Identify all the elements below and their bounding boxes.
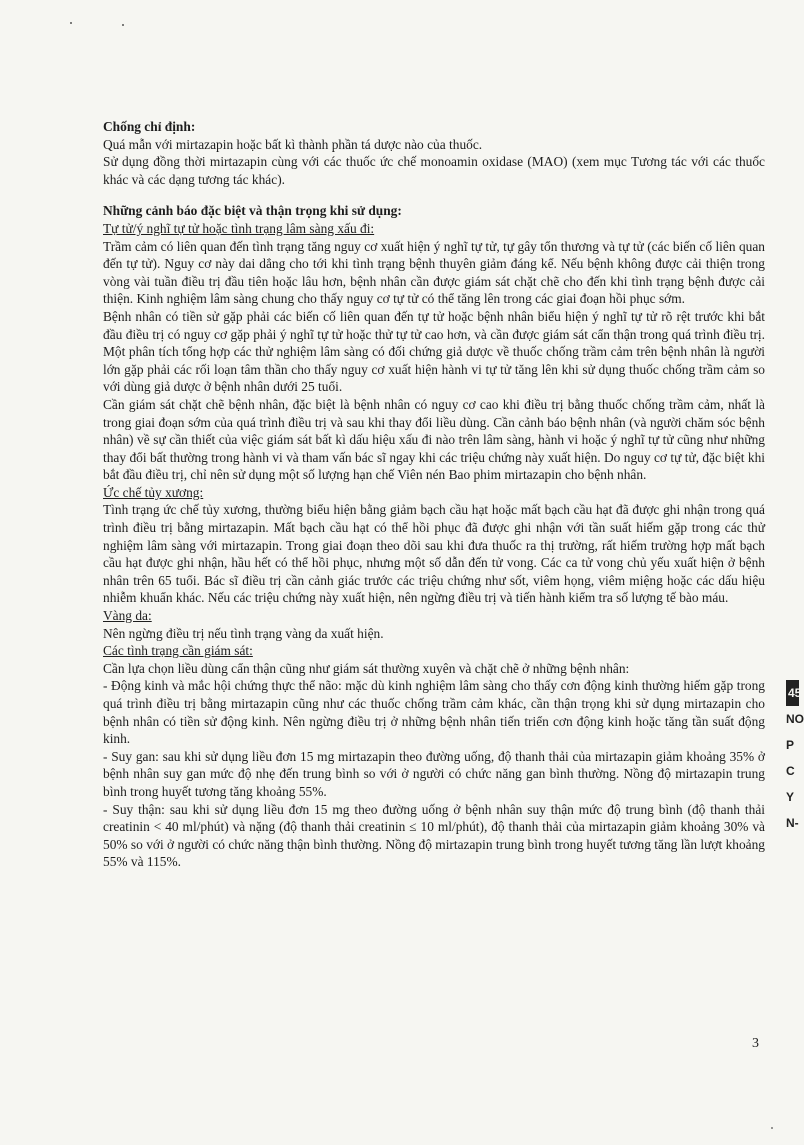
monitoring-item: - Động kinh và mắc hội chứng thực thể não: mặc dù kinh nghiệm lâm sàng cho thấy cơn động kinh thường hiếm gặp trong quá trình điều trị bằng mirtazapin cũng như các thuốc chống trầm cảm khác, cần thận trọng khi sử dụng mirtazapin cho bệnh nhân có tiền sử động kinh. Nên ngừng điều trị ở những bệnh nhân tiến triển cơn động kinh hoặc tăng tần suất động kinh. [103, 678, 765, 747]
suicide-subheading: Tự tử/ý nghĩ tự tử hoặc tình trạng lâm sàng xấu đi: [103, 220, 375, 236]
contraindication-line: Quá mẫn với mirtazapin hoặc bất kì thành phần tá dược nào của thuốc. [103, 136, 483, 152]
edge-stamp-text: N- [786, 816, 799, 830]
edge-stamp [786, 680, 804, 836]
document-page [103, 118, 765, 871]
jaundice-paragraph: Nên ngừng điều trị nếu tình trạng vàng da xuất hiện. [103, 625, 384, 641]
monitoring-item: - Suy gan: sau khi sử dụng liều đơn 15 mg mirtazapin theo đường uống, độ thanh thải của mirtazapin giảm khoảng 35% ở bệnh nhân suy gan mức độ nhẹ đến trung bình so với ở người có chức năng gan bình thường. Nồng độ mirtazapin trung bình trong huyết tương tăng khoảng 55%. [103, 748, 765, 799]
contraindications-heading: Chống chỉ định: [103, 119, 196, 134]
edge-stamp-text: C [786, 764, 795, 778]
edge-stamp-text: P [786, 738, 795, 752]
suicide-paragraph: Cần giám sát chặt chẽ bệnh nhân, đặc biệt là bệnh nhân có nguy cơ cao khi điều trị bằng thuốc chống trầm cảm, nhất là trong giai đoạn sớm của quá trình điều trị và sau khi thay đổi liều dùng. Cần cảnh báo bệnh nhân (và người chăm sóc bệnh nhân) về sự cần thiết của việc giám sát bất kì dấu hiệu xấu đi nào trên lâm sàng, hành vi hoặc ý nghĩ tự tử cũng như những thay đổi bất thường trong hành vi và tham vấn bác sĩ ngay khi các triệu chứng này xuất hiện. Do nguy cơ tự tử, đặc biệt khi bắt đầu điều trị, chỉ nên sử dụng một số lượng hạn chế Viên nén Bao phim mirtazapin cho bệnh nhân. [103, 396, 765, 483]
monitoring-subheading: Các tình trạng cần giám sát: [103, 643, 253, 659]
suicide-paragraph: Trầm cảm có liên quan đến tình trạng tăng nguy cơ xuất hiện ý nghĩ tự tử, tự gây tổn thương và tự tử (các biến cố liên quan đến tự tử). Nguy cơ này dai dẳng cho tới khi tình trạng bệnh thuyên giảm đáng kể. Nếu bệnh không được cải thiện trong vòng vài tuần điều trị đầu tiên hoặc lâu hơn, bệnh nhân cần được giám sát chặt chẽ cho đến khi tình trạng bệnh được cải thiện. Kinh nghiệm lâm sàng chung cho thấy nguy cơ tự tử có thể tăng lên trong các giai đoạn hồi phục sớm. [103, 238, 765, 307]
edge-stamp-text: Y [786, 790, 795, 804]
monitoring-intro: Cần lựa chọn liều dùng cẩn thận cũng như giám sát thường xuyên và chặt chẽ ở những bệnh nhân: [103, 660, 630, 676]
suicide-paragraph: Bệnh nhân có tiền sử gặp phải các biến cố liên quan đến tự tử hoặc bệnh nhân biểu hiện ý nghĩ tự tử rõ rệt trước khi bắt đầu điều trị có nguy cơ gặp phải ý nghĩ tự tử hoặc thử tự tử cao hơn, và cần được giám sát cẩn thận trong quá trình điều trị. Một phân tích tổng hợp các thử nghiệm lâm sàng có đối chứng giả dược về thuốc chống trầm cảm trên bệnh nhân là người lớn gặp phải các rối loạn tâm thần cho thấy nguy cơ xuất hiện hành vi tự tử tăng lên khi sử dụng thuốc chống trầm cảm so với dùng giả dược ở bệnh nhân dưới 25 tuổi. [103, 308, 765, 395]
warnings-heading: Những cảnh báo đặc biệt và thận trọng khi sử dụng: [103, 203, 402, 219]
page-number: 3 [752, 1036, 759, 1051]
edge-stamp-box: 45 [786, 680, 799, 706]
contraindication-line: Sử dụng đồng thời mirtazapin cùng với các thuốc ức chế monoamin oxidase (MAO) (xem mục Tương tác với các thuốc khác và các dạng tương tác khác). [103, 154, 765, 187]
bone-marrow-subheading: Ức chế tủy xương: [103, 484, 204, 500]
monitoring-item: - Suy thận: sau khi sử dụng liều đơn 15 mg theo đường uống ở bệnh nhân suy thận mức độ trung bình (độ thanh thải creatinin < 40 ml/phút) và nặng (độ thanh thải creatinin ≤ 10 ml/phút), độ thanh thải của mirtazapin giảm khoảng 30% và 50% so với ở người có chức năng thận bình thường. Nồng độ mirtazapin trung bình trong huyết tương tăng lần lượt khoảng 55% và 115%. [103, 801, 765, 870]
bone-marrow-paragraph: Tình trạng ức chế tủy xương, thường biểu hiện bằng giảm bạch cầu hạt hoặc mất bạch cầu hạt đã được ghi nhận trong quá trình điều trị bằng mirtazapin. Mất bạch cầu hạt có thể hồi phục đã được ghi nhận với tần suất hiếm gặp trong các thử nghiệm lâm sàng với mirtazapin. Trong giai đoạn theo dõi sau khi đưa thuốc ra thị trường, rất hiếm trường hợp mất bạch cầu hạt được ghi nhận, hầu hết có thể hồi phục, nhưng một số dẫn đến tử vong. Các ca tử vong chủ yếu xuất hiện ở bệnh nhân trên 65 tuổi. Bác sĩ điều trị cần cảnh giác trước các triệu chứng như sốt, viêm họng, viêm miệng hoặc các dấu hiệu nhiễm khuẩn khác. Nếu các triệu chứng này xuất hiện, nên ngừng điều trị và tiến hành kiểm tra số lượng tế bào máu. [103, 502, 765, 606]
edge-stamp-text: NO [786, 712, 804, 726]
jaundice-subheading: Vàng da: [103, 608, 152, 624]
